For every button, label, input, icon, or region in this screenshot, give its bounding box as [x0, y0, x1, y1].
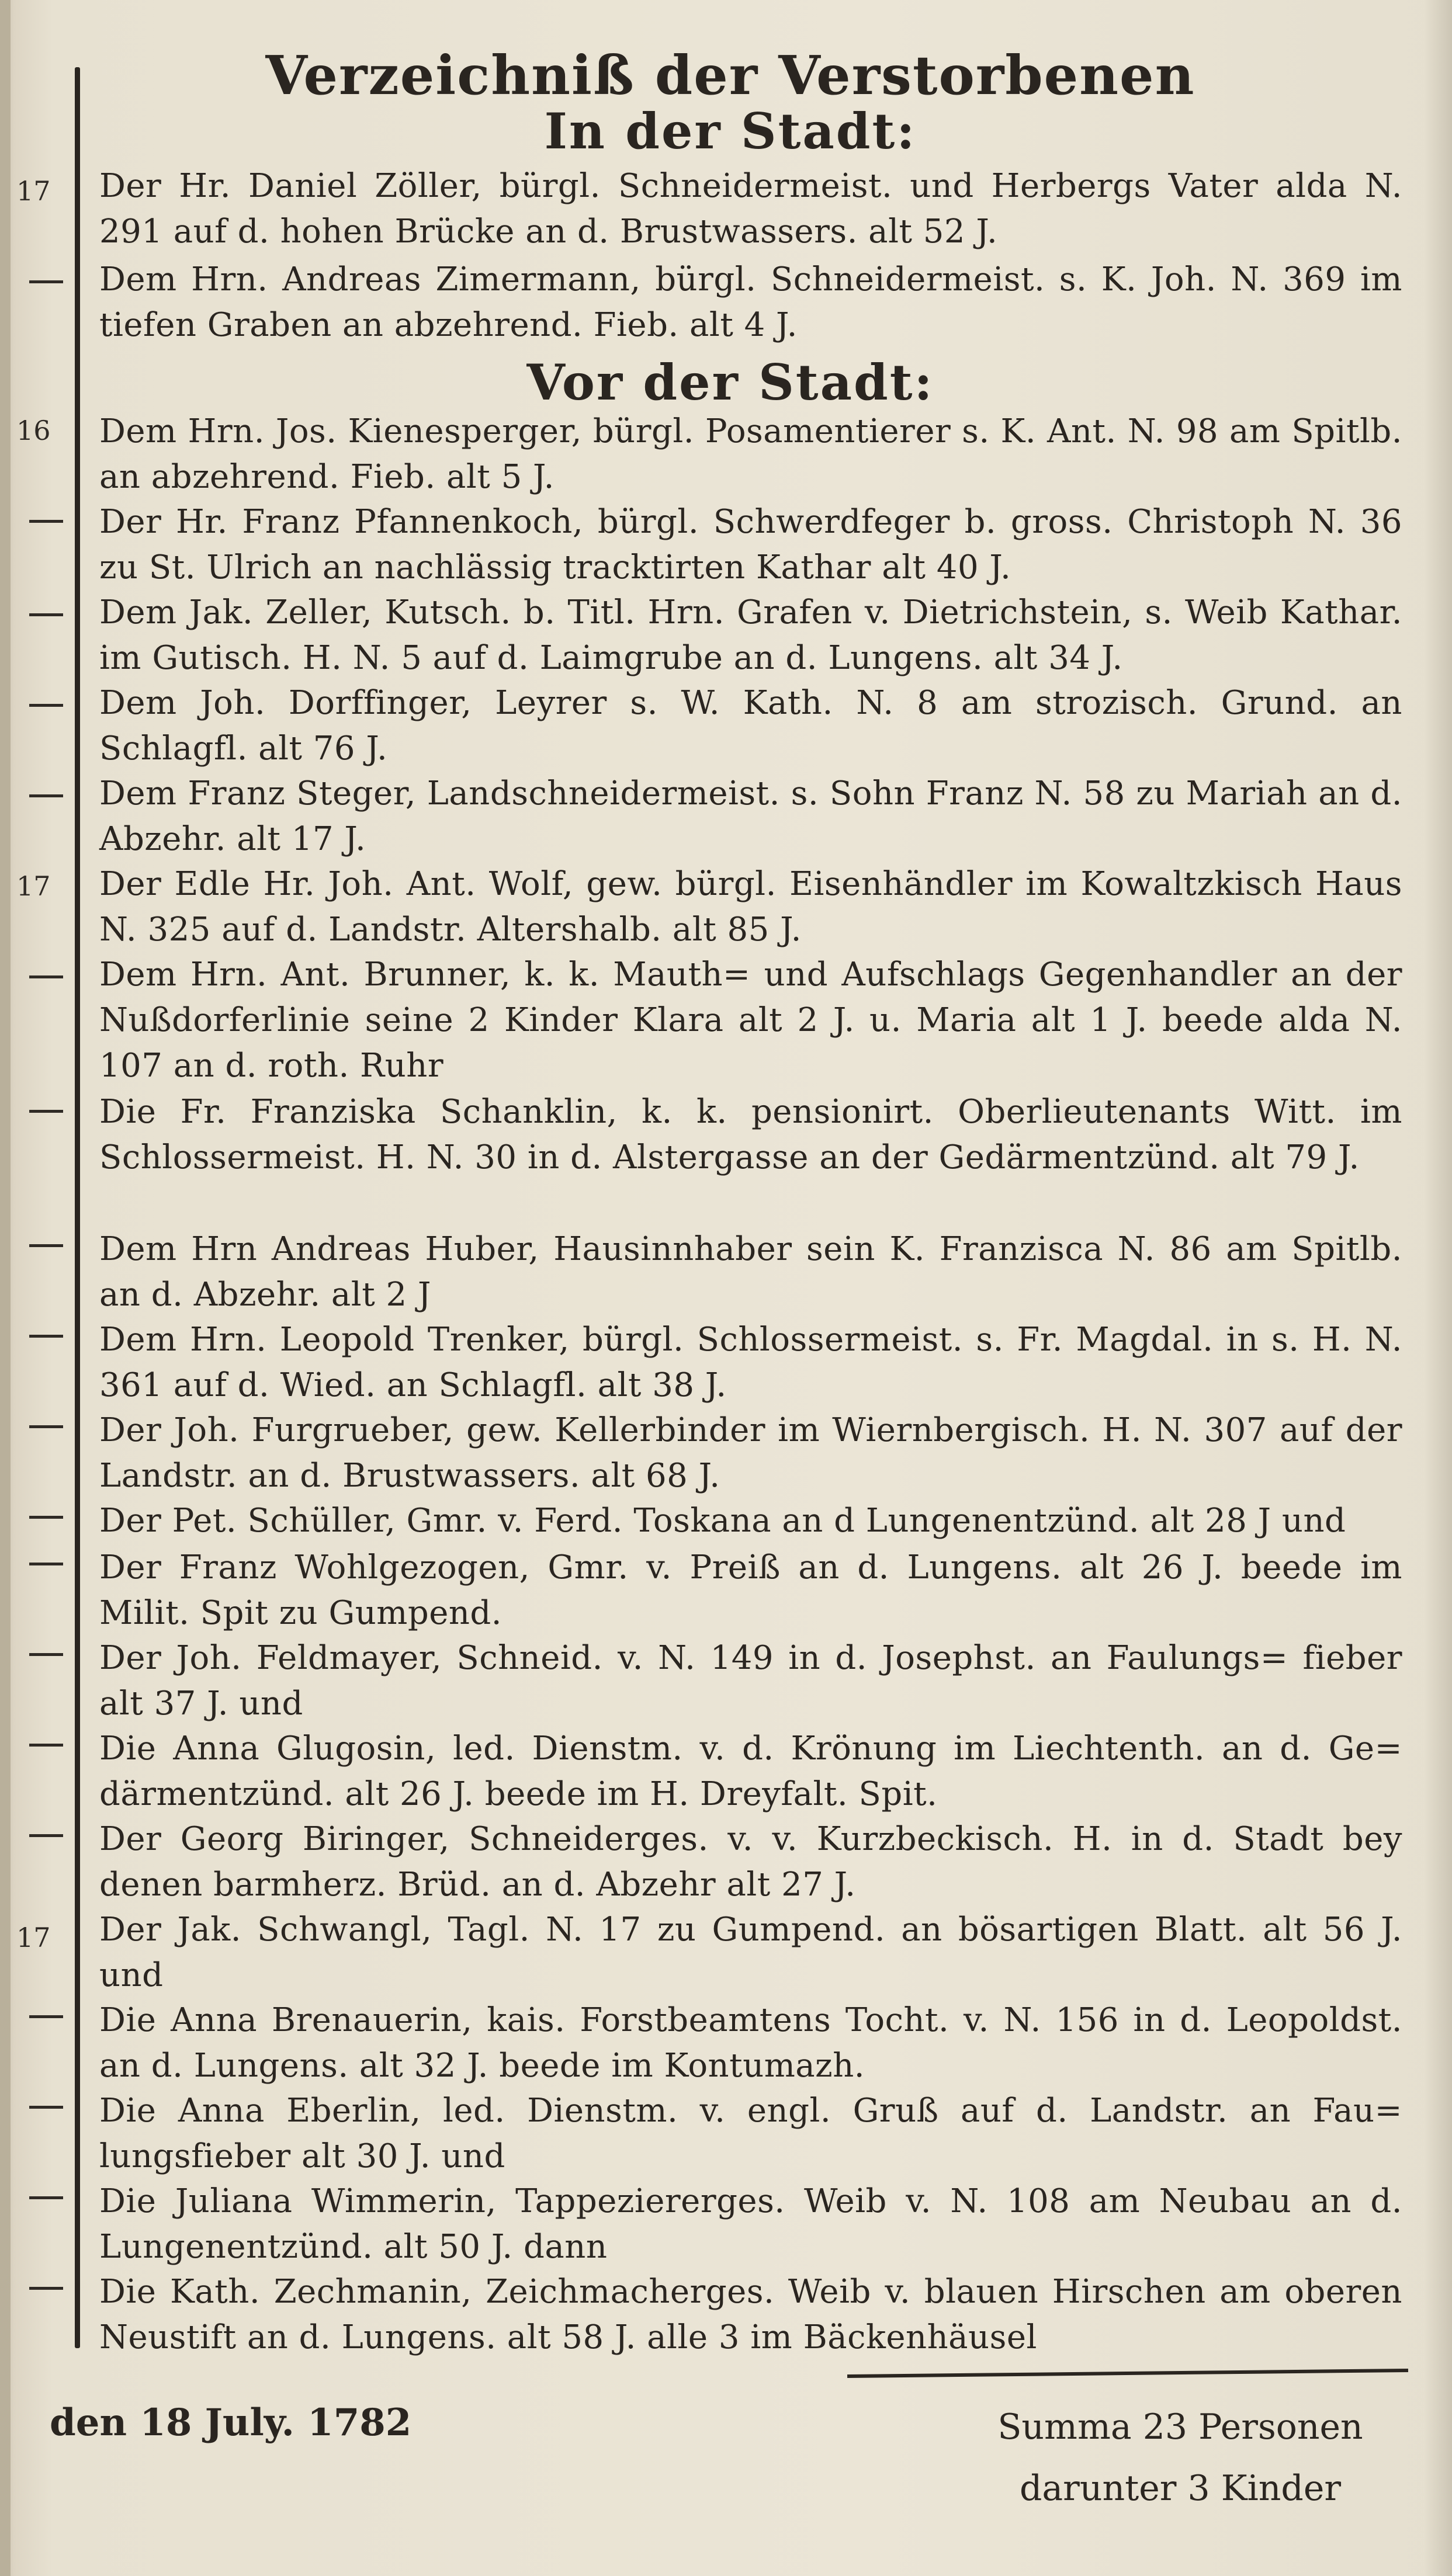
margin-dash [29, 975, 63, 978]
register-entry: Dem Jak. Zeller, Kutsch. b. Titl. Hrn. Grafen v. Dietrichstein, s. Weib Kathar. im Gutisch. H. N. 5 auf d. Laimgrube an d. Lungens. alt 34 J. [99, 593, 1402, 677]
register-entry: Die Anna Brenauerin, kais. Forstbeamtens Tocht. v. N. 156 in d. Leopoldst. an d. Lungens. alt 32 J. beede im Kontumazh. [99, 2001, 1402, 2085]
register-entry: Die Anna Eberlin, led. Dienstm. v. engl. Gruß auf d. Landstr. an Fau= lungsfieber alt 30 J. und [99, 2092, 1402, 2175]
register-entry: Dem Hrn. Ant. Brunner, k. k. Mauth= und Aufschlags Gegenhandler an der Nußdorferlinie seine 2 Kinder Klara alt 2 J. u. Maria alt 1 J. beede alda N. 107 an d. roth. Ruhr [99, 956, 1402, 1085]
register-entry: Die Juliana Wimmerin, Tappeziererges. Weib v. N. 108 am Neubau an d. Lungenentzünd. alt 50 J. dann [99, 2182, 1402, 2266]
margin-dash [29, 1563, 63, 1565]
register-entry: Die Kath. Zechmanin, Zeichmacherges. Weib v. blauen Hirschen am oberen Neustift an d. Lungens. alt 58 J. alle 3 im Bäckenhäusel [99, 2273, 1402, 2356]
margin-dash [29, 613, 63, 616]
register-entry: Der Edle Hr. Joh. Ant. Wolf, gew. bürgl. Eisenhändler im Kowaltzkisch Haus N. 325 auf d. Landstr. Altershalb. alt 85 J. [99, 865, 1402, 949]
register-entry: Der Jak. Schwangl, Tagl. N. 17 zu Gumpend. an bösartigen Blatt. alt 56 J. und [99, 1911, 1402, 1994]
margin-mark: 17 [16, 1922, 51, 1953]
margin-dash [29, 2015, 63, 2018]
register-entry: Die Anna Glugosin, led. Dienstm. v. d. Krönung im Liechtenth. an d. Ge= därmentzünd. alt 26 J. beede im H. Dreyfalt. Spit. [99, 1730, 1402, 1813]
margin-dash [29, 2196, 63, 2199]
register-entry: Dem Franz Steger, Landschneidermeist. s. Sohn Franz N. 58 zu Mariah an d. Abzehr. alt 17 J. [99, 775, 1402, 858]
page-edge [0, 0, 11, 2576]
margin-mark: 17 [16, 870, 51, 902]
register-entry: Der Hr. Franz Pfannenkoch, bürgl. Schwerdfeger b. gross. Christoph N. 36 zu St. Ulrich an nachlässig tracktirten Kathar alt 40 J. [99, 503, 1402, 586]
register-entry: Dem Hrn. Jos. Kienesperger, bürgl. Posamentierer s. K. Ant. N. 98 am Spitlb. an abzehrend. Fieb. alt 5 J. [99, 412, 1402, 496]
margin-rule [75, 67, 80, 2348]
register-entry: Der Pet. Schüller, Gmr. v. Ferd. Toskana an d Lungenentzünd. alt 28 J und [99, 1502, 1346, 1540]
register-date: den 18 July. 1782 [50, 2401, 412, 2445]
register-entry: Der Georg Biringer, Schneiderges. v. v. Kurzbeckisch. H. in d. Stadt bey denen barmherz. Brüd. an d. Abzehr alt 27 J. [99, 1820, 1402, 1904]
margin-dash [29, 280, 63, 283]
margin-dash [29, 1335, 63, 1338]
register-entry: Dem Joh. Dorffinger, Leyrer s. W. Kath. N. 8 am strozisch. Grund. an Schlagfl. alt 76 J. [99, 684, 1402, 768]
register-entry: Die Fr. Franziska Schanklin, k. k. pensionirt. Oberlieutenants Witt. im Schlossermeist. H. N. 30 in d. Alstergasse an der Gedärmentzünd. alt 79 J. [99, 1093, 1402, 1176]
page-title: Verzeichniß der Verstorbenen [265, 44, 1195, 107]
margin-dash [29, 794, 63, 797]
margin-dash [29, 1834, 63, 1837]
margin-dash [29, 1425, 63, 1428]
register-entry: Dem Hrn Andreas Huber, Hausinnhaber sein K. Franzisca N. 86 am Spitlb. an d. Abzehr. alt 2 J [99, 1230, 1402, 1314]
register-entry: Der Joh. Feldmayer, Schneid. v. N. 149 in d. Josephst. an Faulungs= fieber alt 37 J. und [99, 1639, 1402, 1723]
register-entry: Dem Hrn. Andreas Zimermann, bürgl. Schneidermeist. s. K. Joh. N. 369 im tiefen Graben an abzehrend. Fieb. alt 4 J. [99, 261, 1402, 344]
summary-total: Summa 23 Personen [997, 2407, 1363, 2447]
register-entry: Dem Hrn. Leopold Trenker, bürgl. Schlossermeist. s. Fr. Magdal. in s. H. N. 361 auf d. Wied. an Schlagfl. alt 38 J. [99, 1321, 1402, 1404]
margin-dash [29, 1744, 63, 1747]
margin-dash [29, 520, 63, 523]
register-entry: Der Hr. Daniel Zöller, bürgl. Schneidermeist. und Herbergs Vater alda N. 291 auf d. hohen Brücke an d. Brustwassers. alt 52 J. [99, 167, 1402, 251]
margin-dash [29, 1244, 63, 1247]
margin-dash [29, 1516, 63, 1519]
margin-dash [29, 1110, 63, 1113]
summary-children: darunter 3 Kinder [1019, 2468, 1342, 2509]
margin-mark: 17 [16, 175, 51, 207]
register-entry: Der Joh. Furgrueber, gew. Kellerbinder im Wiernbergisch. H. N. 307 auf der Landstr. an d. Brustwassers. alt 68 J. [99, 1411, 1402, 1495]
margin-dash [29, 2106, 63, 2109]
section-heading-city: In der Stadt: [544, 102, 917, 160]
margin-dash [29, 1653, 63, 1656]
margin-dash [29, 2287, 63, 2290]
section-heading-suburbs: Vor der Stadt: [526, 353, 934, 411]
register-entry: Der Franz Wohlgezogen, Gmr. v. Preiß an d. Lungens. alt 26 J. beede im Milit. Spit zu Gumpend. [99, 1549, 1402, 1632]
margin-dash [29, 704, 63, 707]
margin-mark: 16 [16, 415, 51, 446]
margin-column [16, 0, 75, 2395]
page-shadow [1424, 0, 1452, 2576]
